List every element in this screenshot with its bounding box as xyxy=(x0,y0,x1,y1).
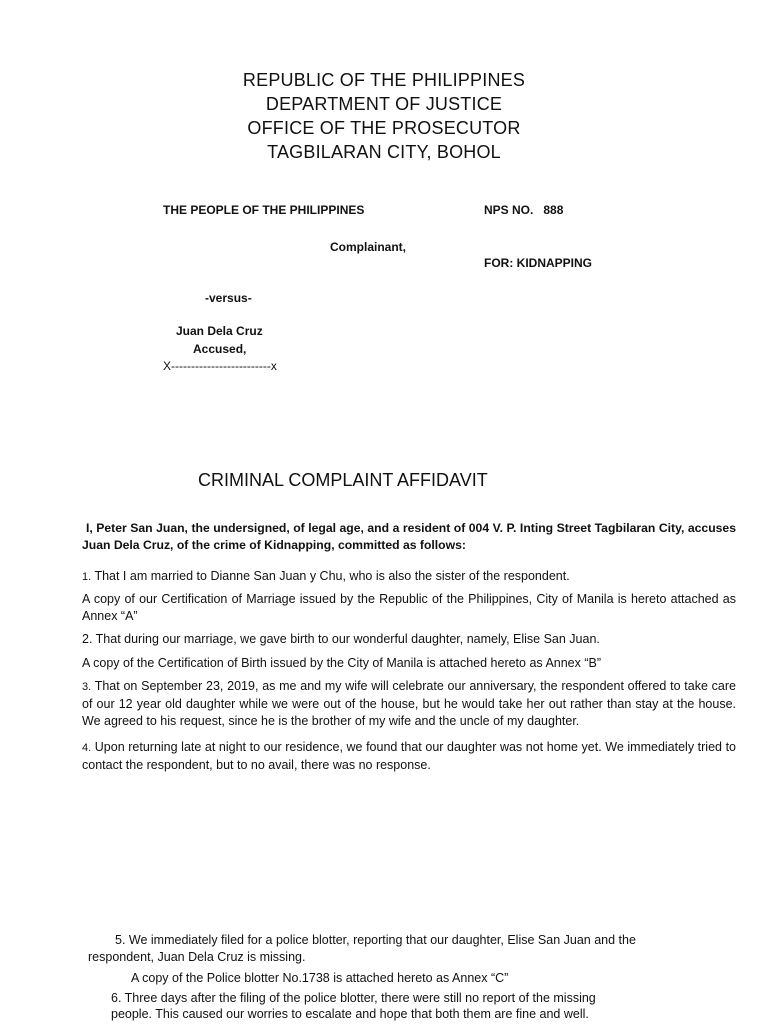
paragraph-5-line-1: 5. We immediately filed for a police blotter, reporting that our daughter, Elise San Juan and the xyxy=(115,933,636,947)
header-republic: REPUBLIC OF THE PHILIPPINES xyxy=(242,70,526,90)
document-title: CRIMINAL COMPLAINT AFFIDAVIT xyxy=(198,470,488,490)
paragraph-6-line-2: people. This caused our worries to escalate and hope that both them are fine and well. xyxy=(111,1007,589,1021)
caption-accused-label: Accused, xyxy=(193,342,247,356)
annex-c-note: A copy of the Police blotter No.1738 is attached hereto as Annex “C” xyxy=(131,971,509,985)
caption-charge: FOR: KIDNAPPING xyxy=(484,256,592,270)
paragraph-3-text: That on September 23, 2019, as me and my wife will celebrate our anniversary, the respondent offered to take care of our 12 year old daughter while we were out of the house, but he would take her out rather than stay at the house. We agreed to his request, since he is the brother of my wife and the uncle of my daughter. xyxy=(82,679,736,728)
header-office: OFFICE OF THE PROSECUTOR xyxy=(247,118,521,138)
annex-a-note: A copy of our Certification of Marriage issued by the Republic of the Philippines, City of Manila is hereto attached as Annex “A” xyxy=(82,592,736,623)
paragraph-4-text: Upon returning late at night to our residence, we found that our daughter was not home yet. We immediately tried to contact the respondent, but to no avail, there was no response. xyxy=(82,740,736,772)
paragraph-2: 2. That during our marriage, we gave birth to our wonderful daughter, namely, Elise San Juan. xyxy=(82,632,600,646)
header-department: DEPARTMENT OF JUSTICE xyxy=(265,94,503,114)
paragraph-3-number: 3. xyxy=(82,681,92,693)
caption-accused-name: Juan Dela Cruz xyxy=(176,324,263,338)
paragraph-3 xyxy=(82,678,736,730)
header-city: TAGBILARAN CITY, BOHOL xyxy=(267,142,501,162)
paragraph-1-number: 1. xyxy=(82,571,92,583)
paragraph-6-line-1: 6. Three days after the filing of the police blotter, there were still no report of the missing xyxy=(111,991,596,1005)
paragraph-1 xyxy=(82,568,736,586)
paragraph-1-text: That I am married to Dianne San Juan y Chu, who is also the sister of the respondent. xyxy=(94,569,570,583)
annex-b-note: A copy of the Certification of Birth issued by the City of Manila is attached hereto as Annex “B” xyxy=(82,656,602,670)
caption-versus: -versus- xyxy=(205,291,252,305)
paragraph-5-line-2: respondent, Juan Dela Cruz is missing. xyxy=(88,950,306,964)
intro-statement: I, Peter San Juan, the undersigned, of legal age, and a resident of 004 V. P. Inting Street Tagbilaran City, accuses Juan Dela Cruz, of the crime of Kidnapping, committed as follows: xyxy=(82,521,736,552)
paragraph-4 xyxy=(82,739,736,774)
caption-separator: X-------------------------x xyxy=(163,359,277,373)
paragraph-4-number: 4. xyxy=(82,742,92,754)
caption-complainant: Complainant, xyxy=(330,240,407,254)
caption-nps-number: NPS NO. 888 xyxy=(484,203,564,217)
caption-plaintiff: THE PEOPLE OF THE PHILIPPINES xyxy=(163,203,365,217)
